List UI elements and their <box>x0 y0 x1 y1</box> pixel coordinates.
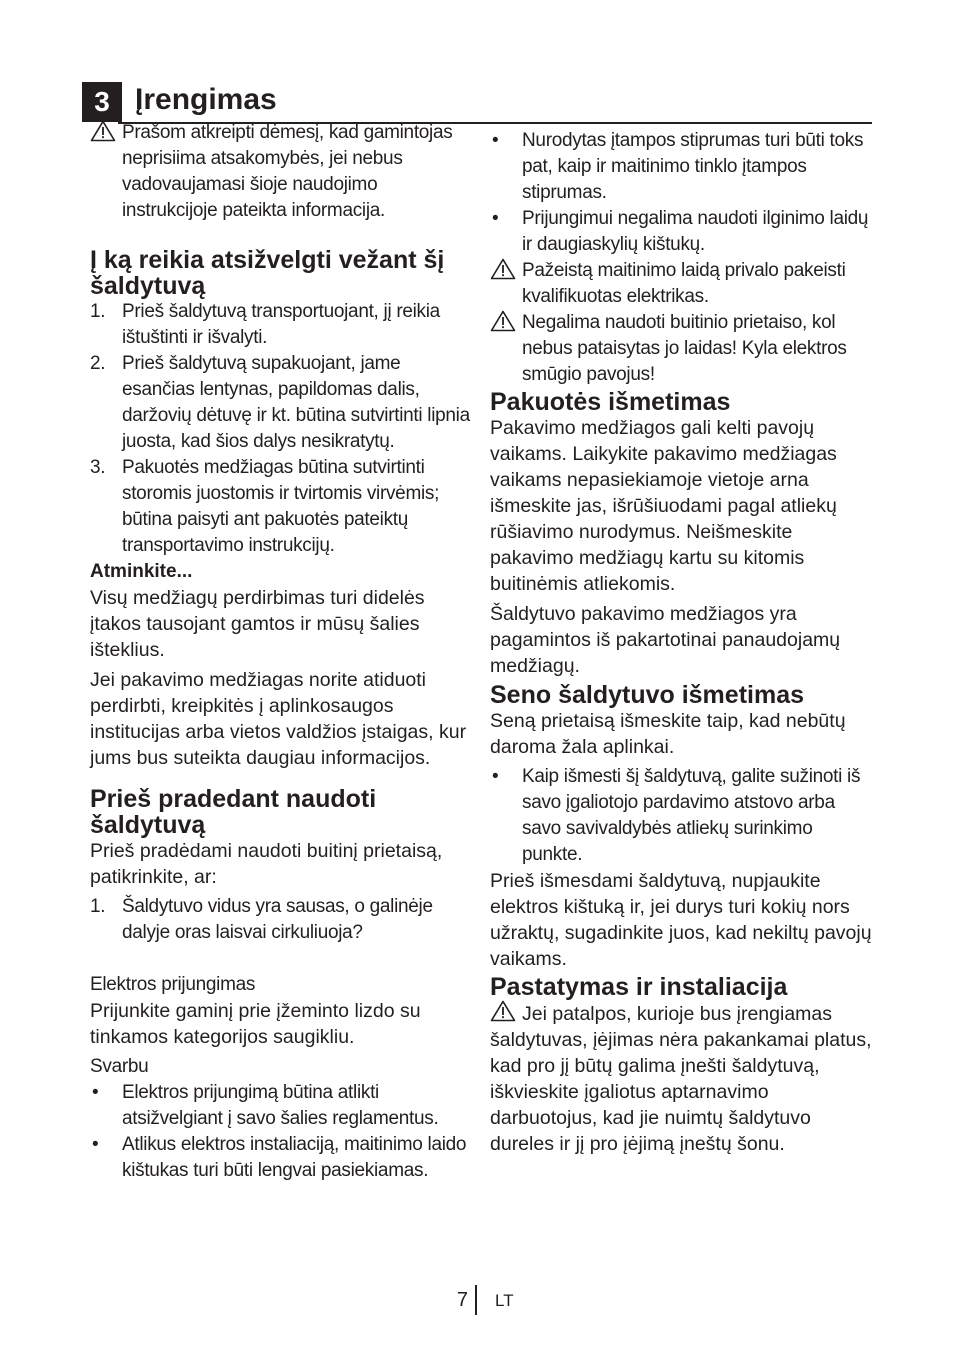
list-item <box>90 455 472 559</box>
before-use-intro: Prieš pradėdami naudoti buitinį prietaisą, patikrinkite, ar: <box>90 840 443 888</box>
right-column <box>490 128 872 1157</box>
bullet-dot: • <box>92 1134 99 1155</box>
bullet-text: Atlikus elektros instaliaciją, maitinimo laido kištukas turi būti lengvai pasiekiamas. <box>122 1134 467 1181</box>
language-code: LT <box>495 1291 514 1310</box>
section-number-badge: 3 <box>82 82 122 122</box>
bullet-item <box>490 764 872 868</box>
warning-item <box>490 258 872 310</box>
page-number: 7 <box>456 1289 468 1311</box>
list-number: 3. <box>90 457 106 478</box>
bullet-text: Nurodytas įtampos stiprumas turi būti toks pat, kaip ir maitinimo tinklo įtampos stiprumas. <box>522 130 864 203</box>
placement-paragraph <box>490 1000 872 1157</box>
footer-divider <box>475 1285 477 1315</box>
intro-warning-text: Prašom atkreipti dėmesį, kad gamintojas neprisiima atsakomybės, jei nebus vadovaujamasi šioje naudojimo instrukcijoje pateikta informacija. <box>122 122 453 221</box>
warning-item <box>490 310 872 388</box>
old-fridge-paragraph: Prieš išmesdami šaldytuvą, nupjaukite elektros kištuką ir, jei durys turi kokių nors užraktų, sugadinkite juos, kad nekiltų pavojų vaikams. <box>490 870 872 970</box>
bullet-dot: • <box>92 1082 99 1103</box>
warning-triangle-icon <box>490 310 518 338</box>
note-paragraph: Jei pakavimo medžiagas norite atiduoti perdirbti, kreipkitės į aplinkosaugos institucijas arba vietos valdžios įstaigas, kur jums bus suteikta daugiau informacijos. <box>90 669 467 769</box>
transport-heading: Į ką reikia atsižvelgti vežant šį šaldytuvą <box>90 246 445 300</box>
list-number: 1. <box>90 896 106 917</box>
left-column <box>90 120 472 1184</box>
placement-heading: Pastatymas ir instaliacija <box>490 973 788 1001</box>
warning-text: Pažeistą maitinimo laidą privalo pakeisti kvalifikuotas elektrikas. <box>522 260 846 307</box>
bullet-dot: • <box>492 208 499 229</box>
bullet-text: Elektros prijungimą būtina atlikti atsižvelgiant į savo šalies reglamentus. <box>122 1082 439 1129</box>
list-number: 2. <box>90 353 106 374</box>
list-item-text: Pakuotės medžiagas būtina sutvirtinti storomis juostomis ir tvirtomis virvėmis; būtina paisyti ant pakuotės pateiktų transportavimo instrukcijų. <box>122 457 440 556</box>
bullet-item <box>90 1080 472 1132</box>
packaging-heading: Pakuotės išmetimas <box>490 388 731 416</box>
before-use-heading: Prieš pradedant naudoti šaldytuvą <box>90 785 377 839</box>
section-header <box>82 82 872 124</box>
packaging-paragraph: Šaldytuvo pakavimo medžiagos yra pagamintos iš pakartotinai panaudojamų medžiagų. <box>490 603 841 677</box>
list-item <box>90 299 472 351</box>
warning-text: Negalima naudoti buitinio prietaiso, kol nebus pataisytas jo laidas! Kyla elektros smūgio pavojus! <box>522 312 847 385</box>
list-number: 1. <box>90 301 106 322</box>
electrical-label: Elektros prijungimas <box>90 974 256 995</box>
intro-warning <box>90 120 472 224</box>
bullet-text: Kaip išmesti šį šaldytuvą, galite sužinoti iš savo įgaliotojo pardavimo atstovo arba savo savivaldybės atliekų surinkimo punkte. <box>522 766 861 865</box>
bullet-item <box>490 128 872 206</box>
bullet-item <box>90 1132 472 1184</box>
list-item-text: Prieš šaldytuvą supakuojant, jame esančias lentynas, papildomas dalis, daržovių dėtuvę ir kt. būtina sutvirtinti lipnia juosta, kad šios dalys nesikratytų. <box>122 353 470 452</box>
list-item <box>90 894 472 946</box>
bullet-item <box>490 206 872 258</box>
bullet-dot: • <box>492 766 499 787</box>
electrical-text: Prijunkite gaminį prie įžeminto lizdo su tinkamos kategorijos saugikliu. <box>90 1000 421 1048</box>
old-fridge-paragraph: Seną prietaisą išmeskite taip, kad nebūtų daroma žala aplinkai. <box>490 710 846 758</box>
list-item-text: Prieš šaldytuvą transportuojant, jį reikia ištuštinti ir išvalyti. <box>122 301 440 348</box>
page-footer <box>0 1285 954 1317</box>
section-title: Įrengimas <box>135 83 277 116</box>
placement-text: Jei patalpos, kurioje bus įrengiamas šaldytuvas, įėjimas nėra pakankamai platus, kad pro jį būtų galima įnešti šaldytuvą, iškvieskite įgaliotus aptarnavimo darbuotojus, kad jie nuimtų šaldytuvo dureles ir jį pro įėjimą įneštų šonu. <box>490 1003 872 1155</box>
packaging-paragraph: Pakavimo medžiagos gali kelti pavojų vaikams. Laikykite pakavimo medžiagas vaikams nepasiekiamoje vietoje arna išmeskite jas, išrūšiuodami pagal atliekų rūšiavimo nurodymus. Neišmeskite pakavimo medžiagų kartu su kitomis buitinėmis atliekomis. <box>490 417 837 595</box>
warning-triangle-icon <box>490 1000 516 1022</box>
list-item-text: Šaldytuvo vidus yra sausas, o galinėje dalyje oras laisvai cirkuliuoja? <box>122 896 433 943</box>
old-fridge-heading: Seno šaldytuvo išmetimas <box>490 681 805 709</box>
note-paragraph: Visų medžiagų perdirbimas turi didelės įtakos tausojant gamtos ir mūsų šalies išteklius. <box>90 587 425 661</box>
list-item <box>90 351 472 455</box>
warning-triangle-icon <box>90 120 118 148</box>
bullet-dot: • <box>492 130 499 151</box>
warning-triangle-icon <box>490 258 518 286</box>
bullet-text: Prijungimui negalima naudoti ilginimo laidų ir daugiaskylių kištukų. <box>522 208 869 255</box>
note-title: Atminkite... <box>90 561 193 582</box>
important-label: Svarbu <box>90 1056 149 1077</box>
